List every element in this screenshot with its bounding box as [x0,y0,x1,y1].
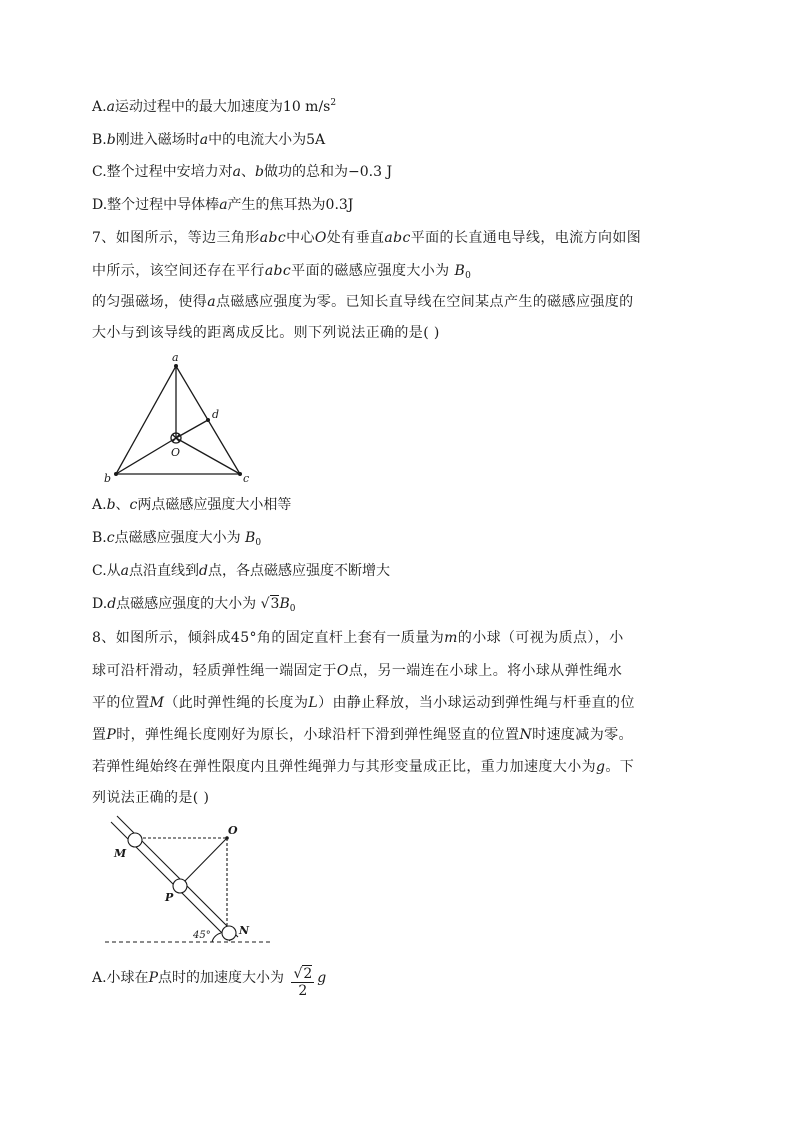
label-m: M [114,847,127,860]
label-o: O [171,446,181,459]
q7-option-b: B.c点磁感应强度大小为 $B_0$ [92,530,262,548]
fraction-sqrt2-over-2: $\frac{√2}{2}$ [293,966,313,999]
q7-option-a: A.b、c两点磁感应强度大小相等 [92,497,292,513]
q8-stem-line-2: 球可沿杆滑动，轻质弹性绳一端固定于O点，另一端连在小球上。将小球从弹性绳水 [92,663,623,679]
rope-p-o [180,838,227,886]
label-d: d [212,408,220,421]
line-b-o [116,438,176,474]
q8-stem-line-1: 8、如图所示，倾斜成45°角的固定直杆上套有一质量为m的小球（可视为质点），小 [92,630,624,646]
q8-rod-figure [100,812,280,952]
q7-stem-line-2: 中所示，该空间还存在平行abc平面的磁感应强度大小为 $B_0$ [92,263,472,281]
point-a [174,364,178,368]
triangle-side-ab [116,366,176,474]
point-c [238,472,242,476]
q6-option-b: B.b刚进入磁场时a中的电流大小为5A [92,132,326,148]
label-p: P [165,891,174,904]
q8-option-a: A.小球在P点时的加速度大小为 $\frac{√2}{2}$ g [92,966,327,999]
line-c-o [176,438,240,474]
label-b: b [104,472,112,485]
label-c: c [243,472,250,485]
q6-option-d: D.整个过程中导体棒a产生的焦耳热为0.3J [92,197,354,213]
q6-option-a: A.a运动过程中的最大加速度为10 $m/s^2$ [92,98,337,115]
label-angle: 45° [193,930,211,941]
point-d [206,418,210,422]
ball-p [173,879,187,893]
q7-stem-line-4: 大小与到该导线的距离成反比。则下列说法正确的是( ) [92,325,440,341]
q7-stem-line-3: 的匀强磁场，使得a点磁感应强度为零。已知长直导线在空间某点产生的磁感应强度的 [92,294,634,310]
q7-option-c: C.从a点沿直线到d点，各点磁感应强度不断增大 [92,563,390,579]
q7-option-d: D.d点磁感应强度的大小为 $√3B_0$ [92,596,296,614]
q8-stem-line-5: 若弹性绳始终在弹性限度内且弹性绳弹力与其形变量成正比，重力加速度大小为g。下 [92,759,635,775]
q6-option-c: C.整个过程中安培力对a、b做功的总和为−0.3 J [92,164,393,180]
q8-stem-line-3: 平的位置M（此时弹性绳的长度为L）由静止释放，当小球运动到弹性绳与杆垂直的位 [92,695,635,711]
q7-stem-line-1: 7、如图所示，等边三角形abc中心O处有垂直abc平面的长直通电导线，电流方向如图 [92,230,642,246]
angle-arc [212,933,221,942]
point-b [114,472,118,476]
q8-stem-line-4: 置P时，弹性绳长度刚好为原长，小球沿杆下滑到弹性绳竖直的位置N时速度减为零。 [92,727,633,743]
label-n: N [239,924,250,937]
ball-n [222,926,236,940]
label-a: a [172,351,179,364]
label-o-q8: O [228,824,238,837]
q7-triangle-figure [98,350,258,485]
ball-m [128,833,142,847]
q8-stem-line-6: 列说法正确的是( ) [92,790,210,806]
